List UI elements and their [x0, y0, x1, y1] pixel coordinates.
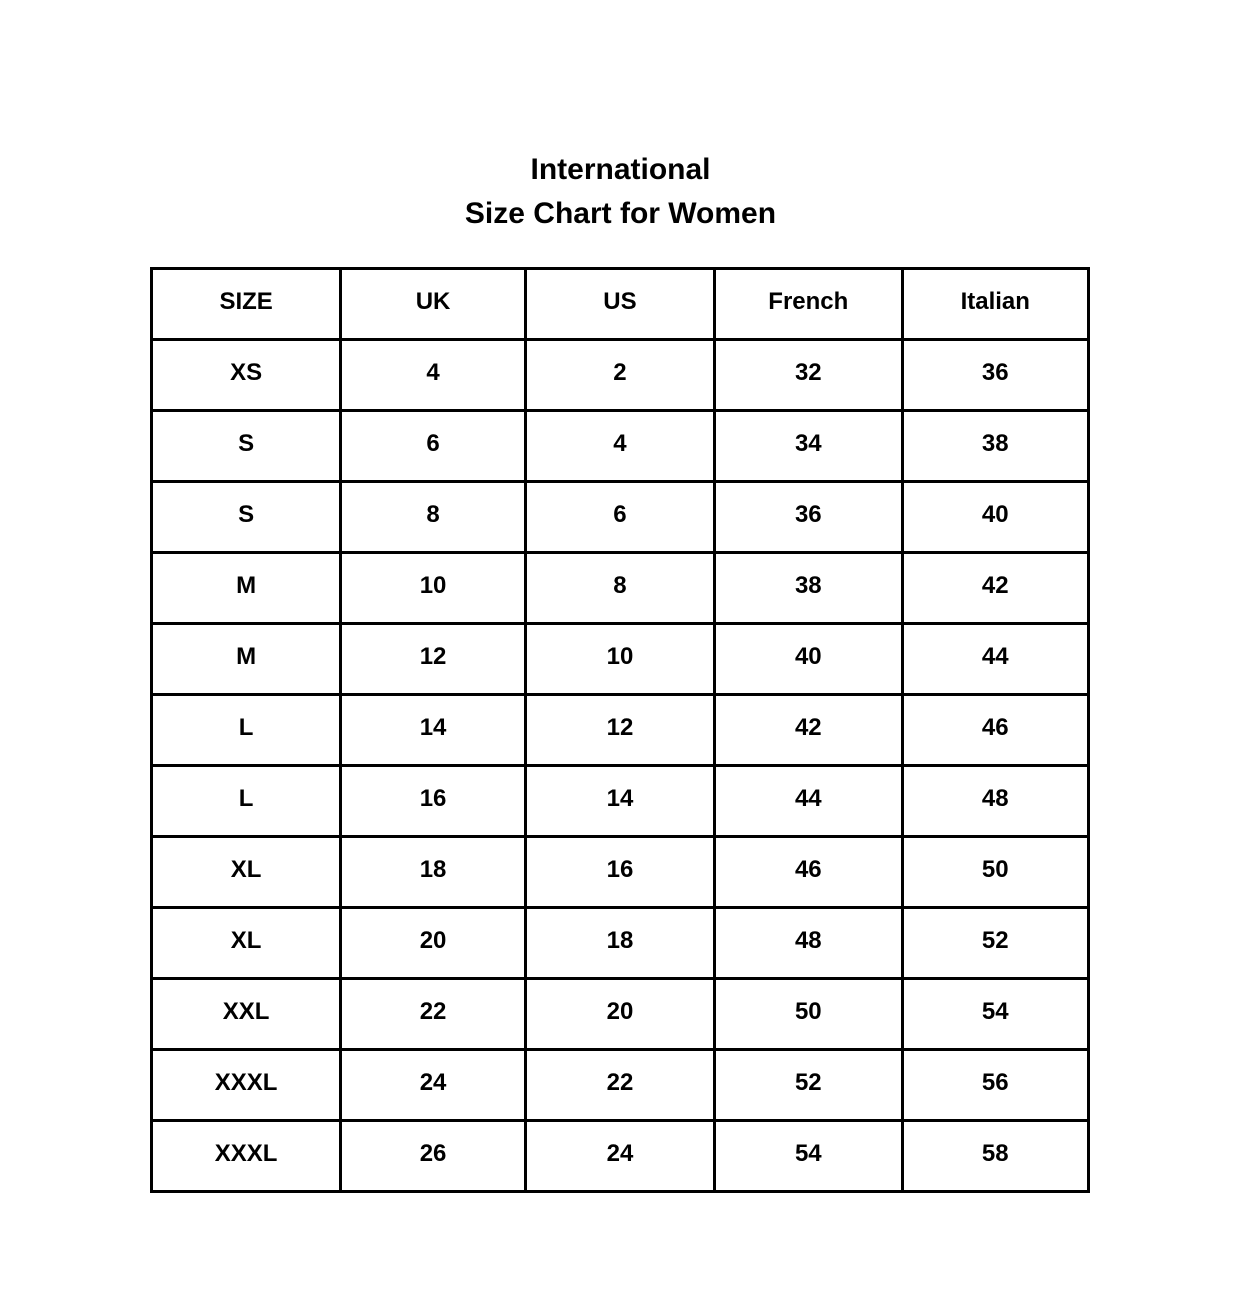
column-header-italian: Italian — [902, 269, 1089, 340]
table-cell: L — [152, 695, 341, 766]
table-row — [152, 979, 1089, 1050]
table-cell: XXL — [152, 979, 341, 1050]
table-cell: 54 — [902, 979, 1089, 1050]
table-cell: 14 — [525, 766, 714, 837]
table-cell: 20 — [525, 979, 714, 1050]
table-cell: 44 — [715, 766, 902, 837]
table-cell: 40 — [715, 624, 902, 695]
table-cell: 36 — [902, 340, 1089, 411]
table-row — [152, 1050, 1089, 1121]
table-cell: 24 — [525, 1121, 714, 1192]
table-cell: XXXL — [152, 1050, 341, 1121]
page-title-line1: International — [530, 153, 711, 186]
column-header-french: French — [715, 269, 902, 340]
table-cell: 14 — [341, 695, 526, 766]
table-row — [152, 766, 1089, 837]
table-cell: 54 — [715, 1121, 902, 1192]
table-cell: 6 — [341, 411, 526, 482]
column-header-uk: UK — [341, 269, 526, 340]
table-cell: 8 — [525, 553, 714, 624]
table-cell: 16 — [525, 837, 714, 908]
table-cell: 6 — [525, 482, 714, 553]
table-cell: 50 — [715, 979, 902, 1050]
table-cell: 10 — [341, 553, 526, 624]
table-cell: XL — [152, 908, 341, 979]
table-row — [152, 411, 1089, 482]
table-cell: L — [152, 766, 341, 837]
table-cell: 48 — [715, 908, 902, 979]
table-cell: S — [152, 482, 341, 553]
table-cell: 56 — [902, 1050, 1089, 1121]
table-cell: 42 — [902, 553, 1089, 624]
table-cell: 22 — [525, 1050, 714, 1121]
table-cell: 2 — [525, 340, 714, 411]
table-cell: 4 — [341, 340, 526, 411]
table-header-row — [152, 269, 1089, 340]
table-cell: 10 — [525, 624, 714, 695]
table-row — [152, 837, 1089, 908]
column-header-us: US — [525, 269, 714, 340]
table-cell: 18 — [341, 837, 526, 908]
table-cell: 24 — [341, 1050, 526, 1121]
table-row — [152, 1121, 1089, 1192]
table-cell: 52 — [715, 1050, 902, 1121]
table-row — [152, 695, 1089, 766]
table-cell: 38 — [715, 553, 902, 624]
table-cell: XXXL — [152, 1121, 341, 1192]
table-row — [152, 340, 1089, 411]
table-row — [152, 482, 1089, 553]
table-cell: 46 — [902, 695, 1089, 766]
table-row — [152, 553, 1089, 624]
table-row — [152, 624, 1089, 695]
table-cell: M — [152, 553, 341, 624]
size-chart-table — [150, 267, 1090, 1193]
table-cell: 42 — [715, 695, 902, 766]
table-row — [152, 908, 1089, 979]
column-header-size: SIZE — [152, 269, 341, 340]
table-cell: 26 — [341, 1121, 526, 1192]
table-cell: 36 — [715, 482, 902, 553]
table-cell: 58 — [902, 1121, 1089, 1192]
page-title-line2: Size Chart for Women — [464, 197, 777, 230]
table-cell: 20 — [341, 908, 526, 979]
table-cell: 34 — [715, 411, 902, 482]
table-cell: M — [152, 624, 341, 695]
table-cell: 44 — [902, 624, 1089, 695]
table-cell: 12 — [525, 695, 714, 766]
table-cell: 8 — [341, 482, 526, 553]
table-cell: 38 — [902, 411, 1089, 482]
table-cell: 46 — [715, 837, 902, 908]
table-cell: 12 — [341, 624, 526, 695]
table-cell: 22 — [341, 979, 526, 1050]
table-cell: 52 — [902, 908, 1089, 979]
table-cell: 4 — [525, 411, 714, 482]
table-cell: 32 — [715, 340, 902, 411]
table-cell: 40 — [902, 482, 1089, 553]
table-cell: 50 — [902, 837, 1089, 908]
table-cell: XS — [152, 340, 341, 411]
page-title — [0, 148, 1241, 236]
table-cell: 16 — [341, 766, 526, 837]
table-cell: 18 — [525, 908, 714, 979]
table-cell: XL — [152, 837, 341, 908]
table-cell: 48 — [902, 766, 1089, 837]
table-cell: S — [152, 411, 341, 482]
